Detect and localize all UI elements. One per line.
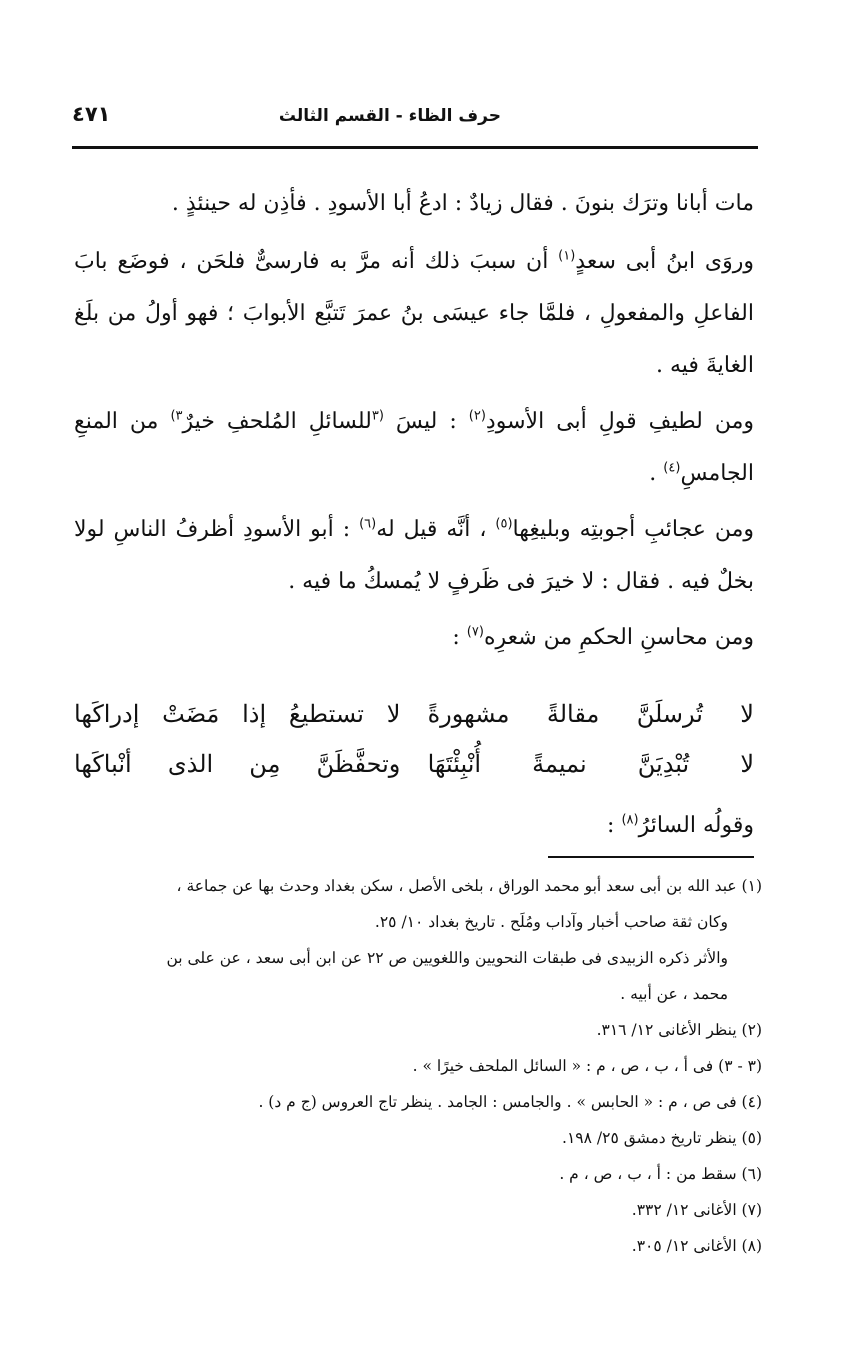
paragraph-3 [74,396,754,500]
footnote-continuation: محمد ، عن أبيه . [620,985,728,1003]
verse-first-hemistich: لا تُرسلَنَّ مقالةً مشهورةً [427,700,754,728]
footnote-ref-6[interactable]: (٦) [359,516,377,532]
footnote-continuation: والأثر ذكره الزبيدى فى طبقات النحويين واللغويين ص ٢٢ عن ابن أبى سعد ، عن على بن [166,949,728,967]
footnote: (٥) ينظر تاريخ دمشق ٢٥/ ١٩٨. [562,1129,762,1147]
verse-first-hemistich: لا تُبْدِيَنَّ نميمةً أُنْبِئْتَهَا [427,750,754,778]
footnotes [72,868,762,1264]
text-span: أن سببَ ذلك أنه مرَّ به فارسىٌّ فلحَن ، فوضَع بابَ الفاعلِ والمفعولِ ، فلمَّا جاء عيسَى بنُ عمرَ تَتبَّع الأبوابَ ؛ فهو أولُ من بلَغ الغايةَ فيه . [74,249,754,378]
footnote: (٣ - ٣) فى أ ، ب ، ص ، م : « السائل الملحف خيرًا » . [412,1057,762,1075]
text-span: ومن محاسنِ الحكمِ من شعرِه [483,625,754,650]
footnote-ref-8[interactable]: (٨) [621,812,639,828]
paragraph-1: مات أبانا وترَك بنونَ . فقال زيادٌ : ادعُ أبا الأسودِ . فأذِن له حينئذٍ . [171,191,754,216]
page-number: ٤٧١ [72,102,111,126]
text-span: : [607,813,622,838]
verse-second-hemistich: وتحفَّظَنَّ مِن الذى أنْباكَها [74,750,401,778]
footnote-ref-4[interactable]: (٤) [663,460,681,476]
paragraph-5 [74,612,754,664]
text-span: : [452,625,467,650]
footnote: (١) عبد الله بن أبى سعد أبو محمد الوراق ، بلخى الأصل ، سكن بغداد وحدث بها عن جماعة ، [176,877,762,895]
footnote: (٤) فى ص ، م : « الحابس » . والجامس : الجامد . ينظر تاج العروس (ج م د) . [258,1093,762,1111]
verse-line [74,688,754,738]
closing-line [74,800,754,852]
text-span: للسائلِ المُلحفِ خيرٌ [182,409,372,434]
footnote: (٦) سقط من : أ ، ب ، ص ، م . [559,1165,762,1183]
text-span: ومن لطيفِ قولِ أبى الأسودِ [485,409,755,434]
footnote-ref-3-open[interactable]: (٣ [371,408,384,424]
text-span: : أبو الأسودِ أظرفُ الناسِ لولا بخلٌ فيه . فقال : لا خيرَ فى ظَرفٍ لا يُمسكُ ما فيه . [74,517,754,594]
footnote-ref-7[interactable]: (٧) [466,624,484,640]
paragraph-2 [74,236,754,392]
footnote: (٨) الأغانى ١٢/ ٣٠٥. [631,1237,762,1255]
text-span: . [649,461,664,486]
header-rule [72,146,758,149]
footnote-separator [548,856,754,858]
chapter-title: حرف الظاء - القسم الثالث [278,106,501,126]
paragraph-4 [74,504,754,608]
footnote-ref-2[interactable]: (٢) [468,408,486,424]
main-text [74,178,754,668]
text-span: وروَى ابنُ أبى سعدٍ [575,249,754,274]
running-header [72,96,756,136]
verse-second-hemistich: لا تستطيعُ إذا مَضَتْ إدراكَها [74,700,401,728]
text-span: وقولُه السائرُ [638,813,754,838]
text-span: من المنعِ الجامسِ [74,409,754,486]
text-span: : ليسَ [383,409,469,434]
footnote-ref-5[interactable]: (٥) [495,516,513,532]
footnote-ref-3-close[interactable]: ٣) [170,408,183,424]
verse-line [74,738,754,788]
footnote-continuation: وكان ثقة صاحب أخبار وآداب ومُلَح . تاريخ بغداد ١٠/ ٢٥. [374,913,728,931]
footnote: (٢) ينظر الأغانى ١٢/ ٣١٦. [596,1021,762,1039]
footnote: (٧) الأغانى ١٢/ ٣٣٢. [631,1201,762,1219]
poem [74,688,754,788]
text-span: ومن عجائبِ أجوبتِه وبليغِها [512,517,755,542]
text-span: ، أنَّه قيل له [376,517,496,542]
footnote-ref-1[interactable]: (١) [558,248,576,264]
